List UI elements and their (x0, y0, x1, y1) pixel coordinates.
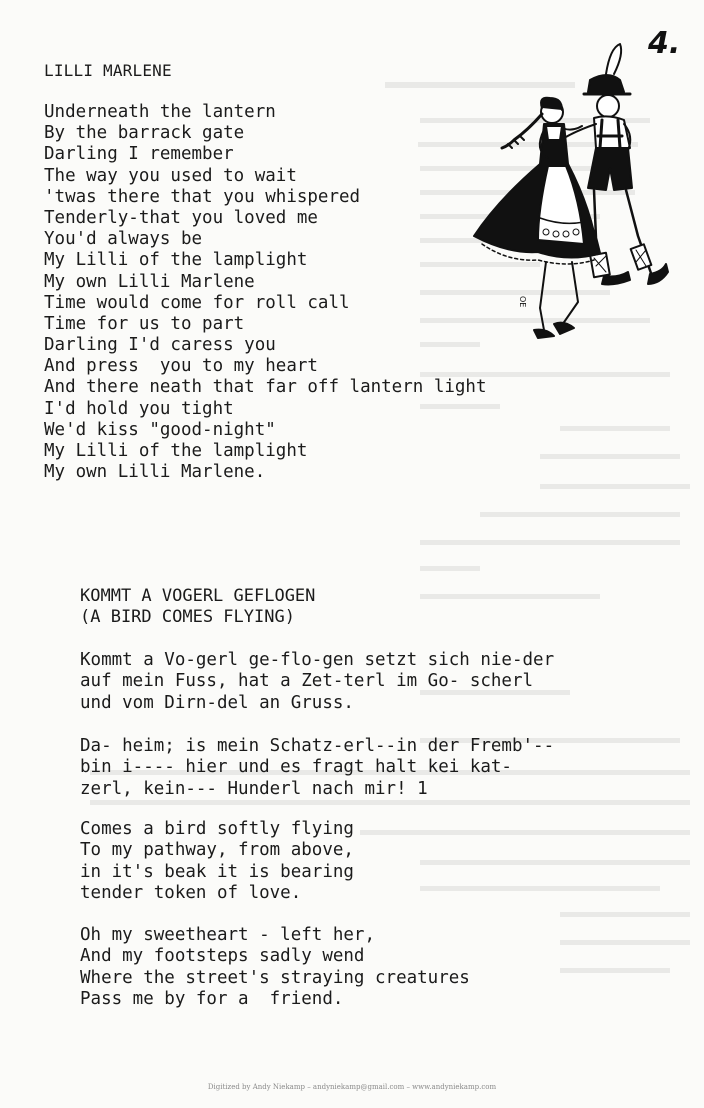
lyric-line: 'twas there that you whispered (44, 186, 361, 207)
lyric-line: bin i---- hier und es fragt halt kei kat- (80, 757, 512, 778)
lyric-line: Oh my sweetheart - left her, (80, 925, 376, 945)
stanza-german-2 (80, 736, 554, 800)
song-title-lilli-marlene: LILLI MARLENE (44, 61, 172, 80)
stanza-english-2 (80, 925, 470, 1010)
lyric-line: And my footsteps sadly wend (80, 946, 365, 967)
lyric-line: Da- heim; is mein Schatz-erl--in der Fremb'-- (80, 736, 555, 756)
lyric-line: My Lilli of the lamplight (44, 250, 308, 271)
lyric-line: I'd hold you tight (44, 398, 234, 419)
stanza-german-1 (80, 650, 554, 714)
song-title-kommt-a-vogerl (80, 586, 315, 628)
lyric-line: Underneath the lantern (44, 102, 276, 122)
lyric-line: Where the street's straying creatures (80, 967, 470, 988)
lyric-line: in it's beak it is bearing (80, 861, 354, 882)
lyric-line: Pass me by for a friend. (80, 988, 344, 1009)
lyric-line: Tenderly-that you loved me (44, 207, 318, 228)
lyric-line: You'd always be (44, 229, 203, 250)
lyric-line: Kommt a Vo-gerl ge-flo-gen setzt sich nie-der (80, 650, 555, 670)
lyric-line: My own Lilli Marlene (44, 271, 255, 292)
dancing-couple-illustration (468, 40, 674, 360)
lyric-line: auf mein Fuss, hat a Zet-terl im Go- scherl (80, 671, 534, 692)
lyric-line: My own Lilli Marlene. (44, 462, 266, 483)
lyric-line: To my pathway, from above, (80, 840, 354, 861)
lyric-line: We'd kiss "good-night" (44, 419, 276, 440)
artist-monogram: OE (518, 296, 527, 308)
lyric-line: The way you used to wait (44, 165, 297, 186)
lyric-line: tender token of love. (80, 882, 302, 903)
lyric-line: Darling I remember (44, 144, 234, 165)
page-number: 4. (648, 26, 681, 61)
stanza-english-1 (80, 819, 354, 904)
digitizer-credit: Digitized by Andy Niekamp – andyniekamp@gmail.com – www.andyniekamp.com (207, 1083, 497, 1091)
lyric-line: Time for us to part (44, 313, 245, 334)
lyric-line: Time would come for roll call (44, 292, 350, 313)
lyric-line: My Lilli of the lamplight (44, 441, 308, 461)
lyric-line: zerl, kein--- Hunderl nach mir! 1 (80, 778, 428, 799)
lyric-line: Comes a bird softly flying (80, 819, 354, 839)
lyric-line: By the barrack gate (44, 123, 245, 144)
song-title-line: KOMMT A VOGERL GEFLOGEN (80, 586, 316, 606)
lyric-line: und vom Dirn-del an Gruss. (80, 692, 354, 713)
lyric-line: And there neath that far off lantern light (44, 377, 487, 398)
song-subtitle-line: (A BIRD COMES FLYING) (80, 607, 295, 627)
lyric-line: And press you to my heart (44, 356, 318, 377)
lyric-line: Darling I'd caress you (44, 335, 276, 356)
